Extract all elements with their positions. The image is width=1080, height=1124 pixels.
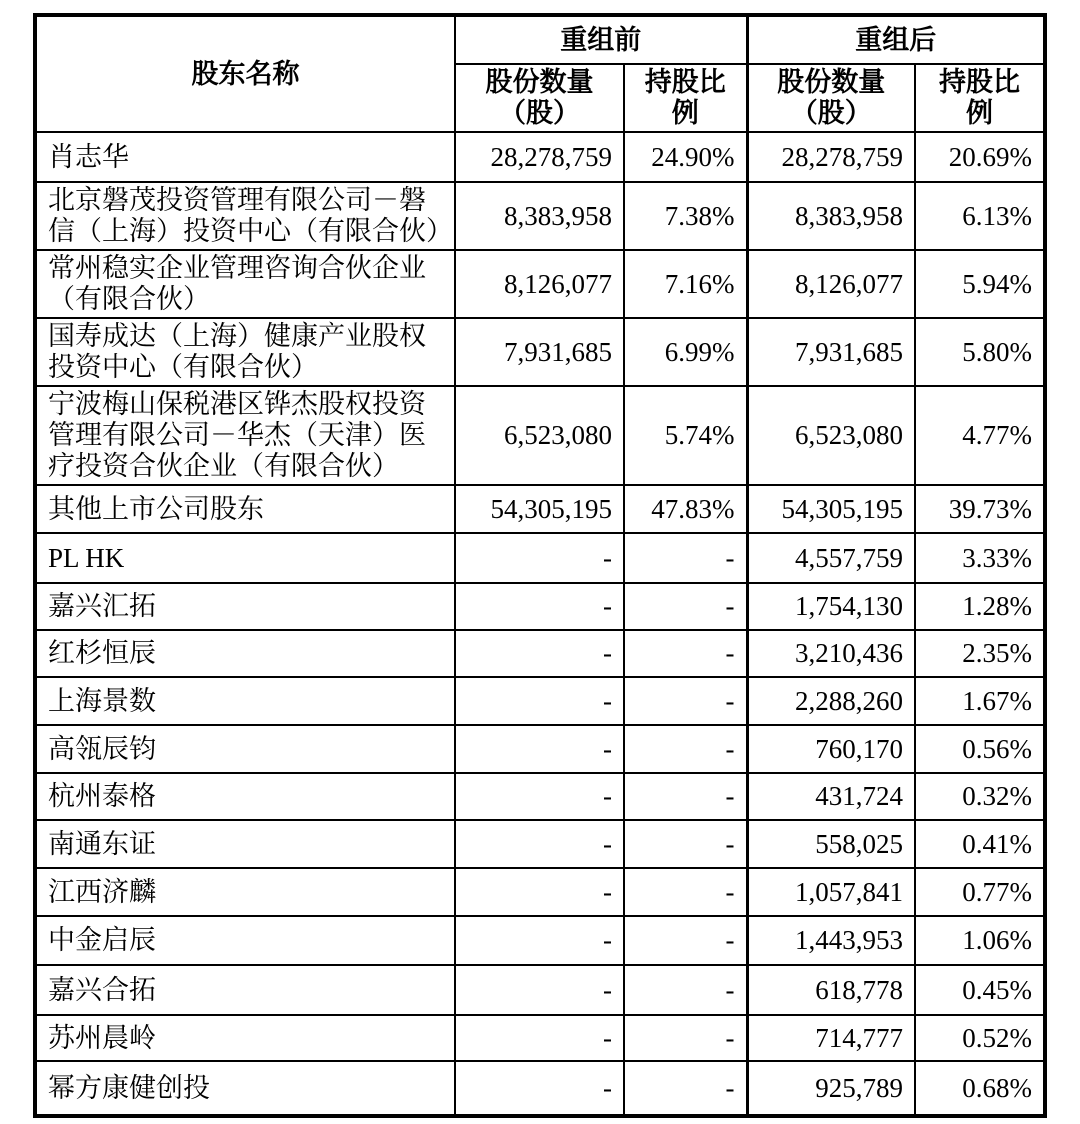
shareholder-name-cell: 嘉兴汇拓 <box>35 583 455 630</box>
before-shares-cell: - <box>455 1015 624 1061</box>
header-row-groups <box>35 15 1045 64</box>
before-shares-cell: 28,278,759 <box>455 132 624 182</box>
before-ratio-cell: - <box>624 533 747 583</box>
after-ratio-cell: 0.32% <box>915 773 1045 820</box>
after-ratio-cell: 6.13% <box>915 182 1045 250</box>
table-row <box>35 1015 1045 1061</box>
before-shares-cell: 8,383,958 <box>455 182 624 250</box>
after-shares-cell: 28,278,759 <box>747 132 915 182</box>
after-shares-cell: 7,931,685 <box>747 318 915 386</box>
before-shares-cell: - <box>455 773 624 820</box>
after-ratio-cell: 5.80% <box>915 318 1045 386</box>
before-shares-cell: - <box>455 677 624 725</box>
shareholder-name-cell: 上海景数 <box>35 677 455 725</box>
shareholder-name-cell: 幂方康健创投 <box>35 1061 455 1116</box>
shareholder-name-cell: 杭州泰格 <box>35 773 455 820</box>
header-before-shares <box>455 64 624 132</box>
header-before-shares-label: 股份数量（股） <box>485 67 594 128</box>
before-ratio-cell: - <box>624 1061 747 1116</box>
before-ratio-cell: - <box>624 725 747 773</box>
header-after-ratio <box>915 64 1045 132</box>
shareholding-table <box>33 13 1047 1118</box>
before-ratio-cell: 6.99% <box>624 318 747 386</box>
header-before-group: 重组前 <box>455 15 747 64</box>
table-row <box>35 485 1045 533</box>
table-row <box>35 386 1045 485</box>
after-ratio-cell: 0.56% <box>915 725 1045 773</box>
before-shares-cell: - <box>455 916 624 965</box>
before-ratio-cell: - <box>624 677 747 725</box>
before-ratio-cell: - <box>624 965 747 1015</box>
after-ratio-cell: 4.77% <box>915 386 1045 485</box>
after-ratio-cell: 0.77% <box>915 868 1045 916</box>
after-shares-cell: 925,789 <box>747 1061 915 1116</box>
table-row <box>35 965 1045 1015</box>
after-ratio-cell: 0.52% <box>915 1015 1045 1061</box>
after-ratio-cell: 0.68% <box>915 1061 1045 1116</box>
before-ratio-cell: - <box>624 820 747 868</box>
after-ratio-cell: 2.35% <box>915 630 1045 677</box>
before-ratio-cell: 24.90% <box>624 132 747 182</box>
shareholder-name-cell: 红杉恒辰 <box>35 630 455 677</box>
before-shares-cell: - <box>455 820 624 868</box>
after-shares-cell: 3,210,436 <box>747 630 915 677</box>
table-row <box>35 1061 1045 1116</box>
before-ratio-cell: - <box>624 1015 747 1061</box>
before-shares-cell: 54,305,195 <box>455 485 624 533</box>
before-shares-cell: - <box>455 868 624 916</box>
table-row <box>35 533 1045 583</box>
before-ratio-cell: - <box>624 916 747 965</box>
table-row <box>35 583 1045 630</box>
shareholder-name-cell: 国寿成达（上海）健康产业股权投资中心（有限合伙） <box>35 318 455 386</box>
after-ratio-cell: 5.94% <box>915 250 1045 318</box>
table-row <box>35 132 1045 182</box>
after-shares-cell: 2,288,260 <box>747 677 915 725</box>
after-ratio-cell: 3.33% <box>915 533 1045 583</box>
after-shares-cell: 1,057,841 <box>747 868 915 916</box>
table-row <box>35 916 1045 965</box>
before-shares-cell: 8,126,077 <box>455 250 624 318</box>
shareholder-name-cell: 常州稳实企业管理咨询合伙企业（有限合伙） <box>35 250 455 318</box>
table-row <box>35 182 1045 250</box>
shareholder-name-cell: 江西济麟 <box>35 868 455 916</box>
after-shares-cell: 618,778 <box>747 965 915 1015</box>
shareholder-name-cell: 南通东证 <box>35 820 455 868</box>
before-ratio-cell: 7.38% <box>624 182 747 250</box>
after-ratio-cell: 1.67% <box>915 677 1045 725</box>
before-shares-cell: - <box>455 533 624 583</box>
before-ratio-cell: 5.74% <box>624 386 747 485</box>
before-ratio-cell: - <box>624 583 747 630</box>
after-ratio-cell: 0.41% <box>915 820 1045 868</box>
header-after-ratio-label: 持股比例 <box>939 67 1020 128</box>
before-shares-cell: 6,523,080 <box>455 386 624 485</box>
after-shares-cell: 54,305,195 <box>747 485 915 533</box>
header-before-ratio <box>624 64 747 132</box>
shareholder-name-cell: 中金启辰 <box>35 916 455 965</box>
table-row <box>35 318 1045 386</box>
before-ratio-cell: - <box>624 868 747 916</box>
table-row <box>35 630 1045 677</box>
after-shares-cell: 760,170 <box>747 725 915 773</box>
before-ratio-cell: 47.83% <box>624 485 747 533</box>
before-shares-cell: - <box>455 630 624 677</box>
before-shares-cell: - <box>455 725 624 773</box>
shareholder-name-cell: 宁波梅山保税港区铧杰股权投资管理有限公司－华杰（天津）医疗投资合伙企业（有限合伙） <box>35 386 455 485</box>
shareholder-name-cell: 高瓴辰钧 <box>35 725 455 773</box>
before-ratio-cell: - <box>624 773 747 820</box>
after-shares-cell: 8,126,077 <box>747 250 915 318</box>
after-shares-cell: 714,777 <box>747 1015 915 1061</box>
after-shares-cell: 1,443,953 <box>747 916 915 965</box>
after-ratio-cell: 20.69% <box>915 132 1045 182</box>
after-ratio-cell: 1.06% <box>915 916 1045 965</box>
before-shares-cell: 7,931,685 <box>455 318 624 386</box>
shareholder-name-cell: PL HK <box>35 533 455 583</box>
after-ratio-cell: 1.28% <box>915 583 1045 630</box>
table-row <box>35 677 1045 725</box>
table-row <box>35 250 1045 318</box>
after-shares-cell: 558,025 <box>747 820 915 868</box>
table-row <box>35 725 1045 773</box>
after-ratio-cell: 0.45% <box>915 965 1045 1015</box>
shareholder-name-cell: 苏州晨岭 <box>35 1015 455 1061</box>
shareholder-name-cell: 肖志华 <box>35 132 455 182</box>
shareholder-name-cell: 其他上市公司股东 <box>35 485 455 533</box>
before-ratio-cell: 7.16% <box>624 250 747 318</box>
header-after-shares-label: 股份数量（股） <box>777 67 886 128</box>
table-row <box>35 820 1045 868</box>
before-shares-cell: - <box>455 583 624 630</box>
after-shares-cell: 1,754,130 <box>747 583 915 630</box>
shareholder-name-cell: 嘉兴合拓 <box>35 965 455 1015</box>
header-after-group: 重组后 <box>747 15 1045 64</box>
before-ratio-cell: - <box>624 630 747 677</box>
after-shares-cell: 6,523,080 <box>747 386 915 485</box>
header-shareholder-name: 股东名称 <box>35 15 455 132</box>
header-after-shares <box>747 64 915 132</box>
after-ratio-cell: 39.73% <box>915 485 1045 533</box>
before-shares-cell: - <box>455 965 624 1015</box>
before-shares-cell: - <box>455 1061 624 1116</box>
after-shares-cell: 431,724 <box>747 773 915 820</box>
shareholder-name-cell: 北京磐茂投资管理有限公司－磐信（上海）投资中心（有限合伙） <box>35 182 455 250</box>
header-before-ratio-label: 持股比例 <box>644 67 726 128</box>
after-shares-cell: 4,557,759 <box>747 533 915 583</box>
table-row <box>35 773 1045 820</box>
table-row <box>35 868 1045 916</box>
after-shares-cell: 8,383,958 <box>747 182 915 250</box>
